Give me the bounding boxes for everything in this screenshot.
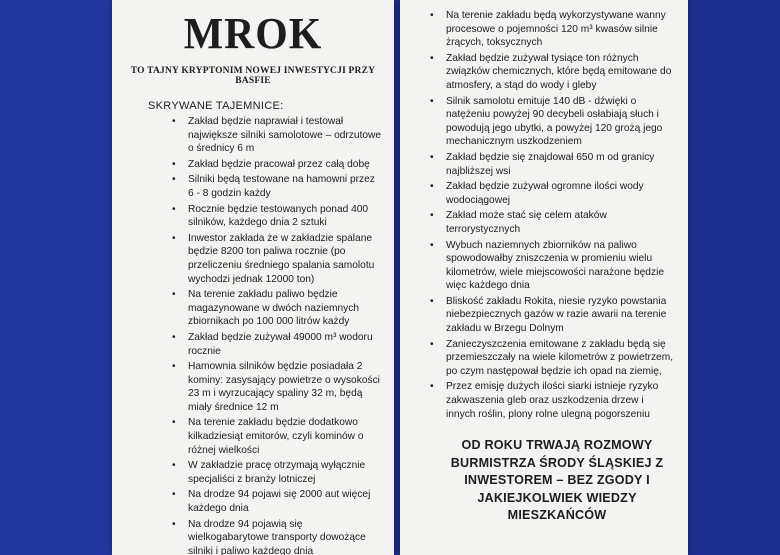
list-item: • Zakład będzie zużywał 49000 m³ wodoru rocznie bbox=[112, 331, 394, 358]
list-item: • Wybuch naziemnych zbiorników na paliwo spowodowałby zniszczenia w promieniu wielu kilometrów, wiele miejscowości narażone będzie więc każdego dnia bbox=[400, 239, 688, 293]
list-item: • Na terenie zakładu będą wykorzystywane wanny procesowe o pojemności 120 m³ kwasów silnie żrących, toksycznych bbox=[400, 9, 688, 50]
list-item: • Zakład będzie się znajdował 650 m od granicy najbliższej wsi bbox=[400, 151, 688, 178]
blue-background-left bbox=[0, 0, 112, 555]
list-item: • Hamownia silników będzie posiadała 2 kominy: zasysający powietrze o wysokości 23 m i wyrzucający spaliny 32 m, będą miały średnice 12 m bbox=[112, 360, 394, 414]
list-item: • Silniki będą testowane na hamowni przez 6 - 8 godzin każdy bbox=[112, 173, 394, 200]
closing-statement: OD ROKU TRWAJĄ ROZMOWY BURMISTRZA ŚRODY ŚLĄSKIEJ Z INWESTOREM – BEZ ZGODY I JAKIEJKOLWIEK WIEDZY MIESZKAŃCÓW bbox=[450, 438, 664, 523]
list-item: • W zakładzie pracę otrzymają wyłącznie specjaliści z branży lotniczej bbox=[112, 459, 394, 486]
secrets-list bbox=[112, 115, 394, 555]
list-item: • Zakład będzie naprawiał i testował największe silniki samolotowe – odrzutowe o średnicy 6 m bbox=[112, 115, 394, 156]
list-item: • Zakład może stać się celem ataków terrorystycznych bbox=[400, 209, 688, 236]
list-item: • Zakład będzie zużywał ogromne ilości wody wodociągowej bbox=[400, 180, 688, 207]
list-item: • Inwestor zakłada że w zakładzie spalane będzie 8200 ton paliwa rocznie (po przeliczeniu średniego spalania samolotu wychodzi jednak 12000 ton) bbox=[112, 232, 394, 286]
list-item: • Bliskość zakładu Rokita, niesie ryzyko powstania niebezpiecznych gazów w razie awarii na terenie zakładu w Brzegu Dolnym bbox=[400, 295, 688, 336]
list-item: • Zanieczyszczenia emitowane z zakładu będą się przemieszczały na wiele kilometrów z powietrzem, po czym następował będzie ich opad na ziemię, bbox=[400, 338, 688, 379]
list-item: • Na terenie zakładu paliwo będzie magazynowane w dwóch naziemnych zbiornikach po 100 000 litrów każdy bbox=[112, 288, 394, 329]
list-item: • Przez emisję dużych ilości siarki istnieje ryzyko zakwaszenia gleb oraz uszkodzenia drzew i innych roślin, plony rolne ulegną pogorszeniu bbox=[400, 380, 688, 421]
list-item: • Na drodze 94 pojawi się 2000 aut więcej każdego dnia bbox=[112, 488, 394, 515]
leaflet-title: MROK bbox=[183, 9, 323, 58]
list-item: • Na terenie zakładu będzie dodatkowo kilkadziesiąt emitorów, czyli kominów o różnej wielkości bbox=[112, 416, 394, 457]
section-heading: SKRYWANE TAJEMNICE: bbox=[148, 100, 284, 112]
list-item: • Zakład będzie pracował przez całą dobę bbox=[112, 158, 394, 172]
list-item: • Rocznie będzie testowanych ponad 400 silników, każdego dnia 2 sztuki bbox=[112, 203, 394, 230]
leaflet-subtitle: TO TAJNY KRYPTONIM NOWEJ INWESTYCJI PRZY BASFIE bbox=[130, 66, 376, 86]
leaflet-left-page bbox=[112, 0, 394, 555]
list-item: • Silnik samolotu emituje 140 dB - dźwięki o natężeniu powyżej 90 decybeli osłabiają słuch i powodują jego ubytki, a powyżej 120 grożą jego mechanicznym uszkodzeniem bbox=[400, 95, 688, 149]
blue-background-right bbox=[688, 0, 780, 555]
list-item: • Na drodze 94 pojawią się wielkogabarytowe transporty dowożące silniki i paliwo każdego dnia bbox=[112, 518, 394, 555]
risks-list bbox=[400, 9, 688, 421]
list-item: • Zakład będzie zużywał tysiące ton różnych związków chemicznych, które będą emitowane do atmosfery, a stąd do wody i gleby bbox=[400, 52, 688, 93]
leaflet-right-page bbox=[400, 0, 688, 555]
